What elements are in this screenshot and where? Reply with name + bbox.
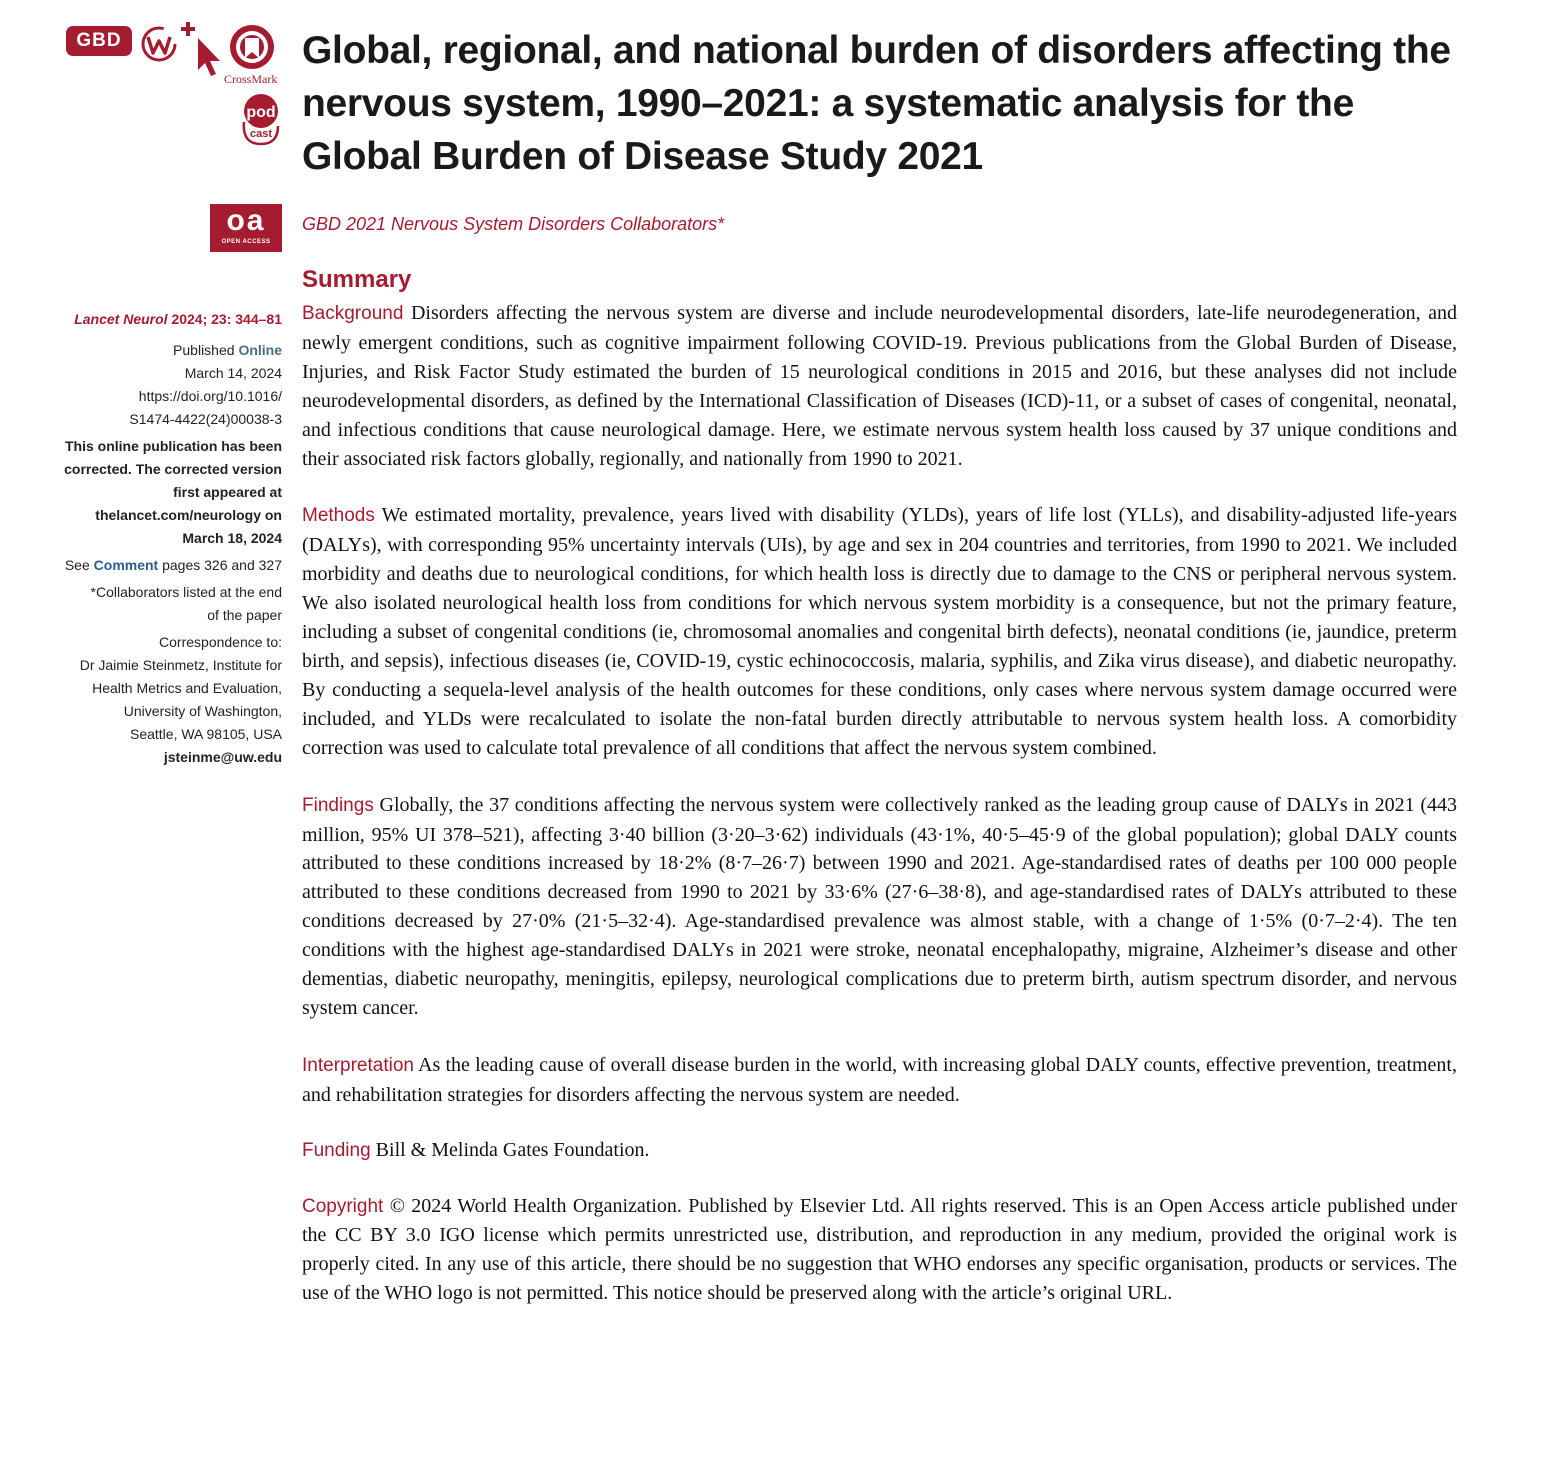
cursor-plus-icon xyxy=(180,20,222,80)
citation-volume: 2024; 23: 344–81 xyxy=(167,311,282,327)
copyright-text: © 2024 World Health Organization. Published by Elsevier Ltd. All rights reserved. This is an Open Access article published under the CC BY 3.0 IGO license which permits unrestricted use, distribution, and reproduction in any medium, provided the original work is properly cited. In any use of this article, there should be no suggestion that WHO endorses any specific organisation, products or services. The use of the WHO logo is not permitted. This notice should be preserved along with the article’s original URL. xyxy=(302,1194,1457,1305)
citation-journal: Lancet Neurol xyxy=(74,311,168,327)
collaborators-note: of the paper xyxy=(207,607,282,623)
funding-label: Funding xyxy=(302,1139,371,1161)
open-access-badge[interactable] xyxy=(210,204,282,252)
published-line xyxy=(20,339,282,362)
podcast-icon[interactable] xyxy=(238,92,284,148)
w-logo-icon[interactable] xyxy=(139,24,179,64)
oa-label: oa xyxy=(226,204,266,237)
article-sidebar xyxy=(20,308,282,769)
correction-note-line: March 18, 2024 xyxy=(182,530,282,546)
abstract xyxy=(302,299,1457,1308)
correspondence-email[interactable]: jsteinme@uw.edu xyxy=(163,749,282,765)
methods-text: We estimated mortality, prevalence, years lived with disability (YLDs), years of life lost (YLLs), and disability-adjusted life-years (DALYs), with corresponding 95% uncertainty intervals (UIs), by age and sex in 204 countries and territories, from 1990 to 2021. We included morbidity and deaths due to neurological conditions, for which health loss is directly due to damage to the CNS or peripheral nervous system. We also isolated neurological health loss from conditions for which nervous system morbidity is a consequence, but not the primary feature, including a subset of congenital conditions (ie, chromosomal anomalies and congenital birth defects), neonatal conditions (ie, jaundice, preterm birth, and sepsis), infectious diseases (ie, COVID-19, cystic echinococcosis, malaria, syphilis, and Zika virus disease), and diabetic neuropathy. By conducting a sequela-level analysis of the health outcomes for these conditions, only cases where nervous system damage occurred were included, and YLDs were recalculated to isolate the non-fatal burden directly attributable to nervous system health loss. A comorbidity correction was used to calculate total prevalence of all conditions that affect the nervous system combined. xyxy=(302,504,1458,759)
published-online: Online xyxy=(238,342,282,358)
background-label: Background xyxy=(302,303,404,324)
correction-note-line: corrected. The corrected version xyxy=(64,461,282,477)
funding-section xyxy=(302,1136,1457,1166)
author-line[interactable]: GBD 2021 Nervous System Disorders Collaborators* xyxy=(302,214,725,234)
doi-link-line1[interactable]: https://doi.org/10.1016/ xyxy=(138,388,282,404)
background-section xyxy=(302,299,1457,473)
published-date: March 14, 2024 xyxy=(184,365,282,381)
funding-text: Bill & Melinda Gates Foundation. xyxy=(375,1138,650,1161)
findings-text: Globally, the 37 conditions affecting the nervous system were collectively ranked as the leading group cause of DALYs in 2021 (443 million, 95% UI 378–521), affecting 3·40 billion (3·20–3·62) individuals (43·1%, 40·5–45·9 of the global population); global DALY counts attributed to these conditions increased by 18·2% (8·7–26·7) between 1990 and 2021. Age-standardised rates of deaths per 100 000 people attributed to these conditions decreased from 1990 to 2021 by 33·6% (27·6–38·8), and age-standardised rates of DALYs attributed to these conditions decreased by 27·0% (21·5–32·4). Age-standardised prevalence was almost stable, with a change of 1·5% (0·7–2·4). The ten conditions with the highest age-standardised DALYs in 2021 were stroke, neonatal encephalopathy, migraine, Alzheimer’s disease and other dementias, diabetic neuropathy, meningitis, epilepsy, neurological complications due to preterm birth, autism spectrum disorder, and nervous system cancer. xyxy=(302,793,1457,1019)
journal-logos xyxy=(62,20,292,260)
article-title: Global, regional, and national burden of disorders affecting the nervous system, 1990–2021: a systematic analysis for the Global Burden of Disease Study 2021 xyxy=(302,29,1451,178)
crossmark-label: CrossMark xyxy=(224,72,278,86)
findings-section xyxy=(302,791,1457,1023)
open-access-label: OPEN ACCESS xyxy=(221,239,271,245)
correction-note-line: first appeared at xyxy=(173,484,282,500)
summary-heading: Summary xyxy=(302,266,412,293)
interpretation-label: Interpretation xyxy=(302,1054,414,1076)
citation xyxy=(20,308,282,331)
comment-link[interactable]: Comment xyxy=(93,557,159,573)
published-prefix: Published xyxy=(173,342,239,358)
see-prefix: See xyxy=(64,557,94,573)
correction-link[interactable]: thelancet.com/neurology on xyxy=(95,507,282,523)
see-comment-line xyxy=(20,554,282,577)
interpretation-section xyxy=(302,1051,1457,1110)
interpretation-text: As the leading cause of overall disease burden in the world, with increasing global DALY counts, effective prevention, treatment, and rehabilitation strategies for disorders affecting the nervous system are needed. xyxy=(302,1053,1457,1106)
see-suffix: pages 326 and 327 xyxy=(158,557,282,573)
methods-label: Methods xyxy=(302,505,375,527)
correspondence-line: Seattle, WA 98105, USA xyxy=(129,726,282,742)
correspondence-line: Health Metrics and Evaluation, xyxy=(92,680,282,696)
collaborators-note: *Collaborators listed at the end xyxy=(90,584,282,600)
copyright-label: Copyright xyxy=(302,1195,384,1217)
doi-link-line2[interactable]: S1474-4422(24)00038-3 xyxy=(129,411,282,427)
background-text: Disorders affecting the nervous system are diverse and include neurodevelopmental disorders, late-life neurodegeneration, and newly emergent conditions, such as cognitive impairment following COVID-19. Previous publications from the Global Burden of Disease, Injuries, and Risk Factor Study estimated the burden of 15 neurological conditions in 2015 and 2016, but these analyses did not include neurodevelopmental disorders, as defined by the International Classification of Diseases (ICD)-11, or a subset of cases of congenital, neonatal, and infectious conditions that cause neurological damage. Here, we estimate nervous system health loss caused by 37 unique conditions and their associated risk factors globally, regionally, and nationally from 1990 to 2021. xyxy=(302,302,1457,470)
correspondence-line: University of Washington, xyxy=(123,703,282,719)
correspondence-line: Dr Jaimie Steinmetz, Institute for xyxy=(79,657,282,673)
svg-text:pod: pod xyxy=(246,104,276,121)
svg-text:cast: cast xyxy=(249,128,273,140)
findings-label: Findings xyxy=(302,794,374,816)
gbd-badge[interactable]: GBD xyxy=(66,26,132,56)
copyright-section xyxy=(302,1192,1457,1309)
correction-note-line: This online publication has been xyxy=(64,438,282,454)
correspondence-line: Correspondence to: xyxy=(159,634,282,650)
methods-section xyxy=(302,501,1457,762)
